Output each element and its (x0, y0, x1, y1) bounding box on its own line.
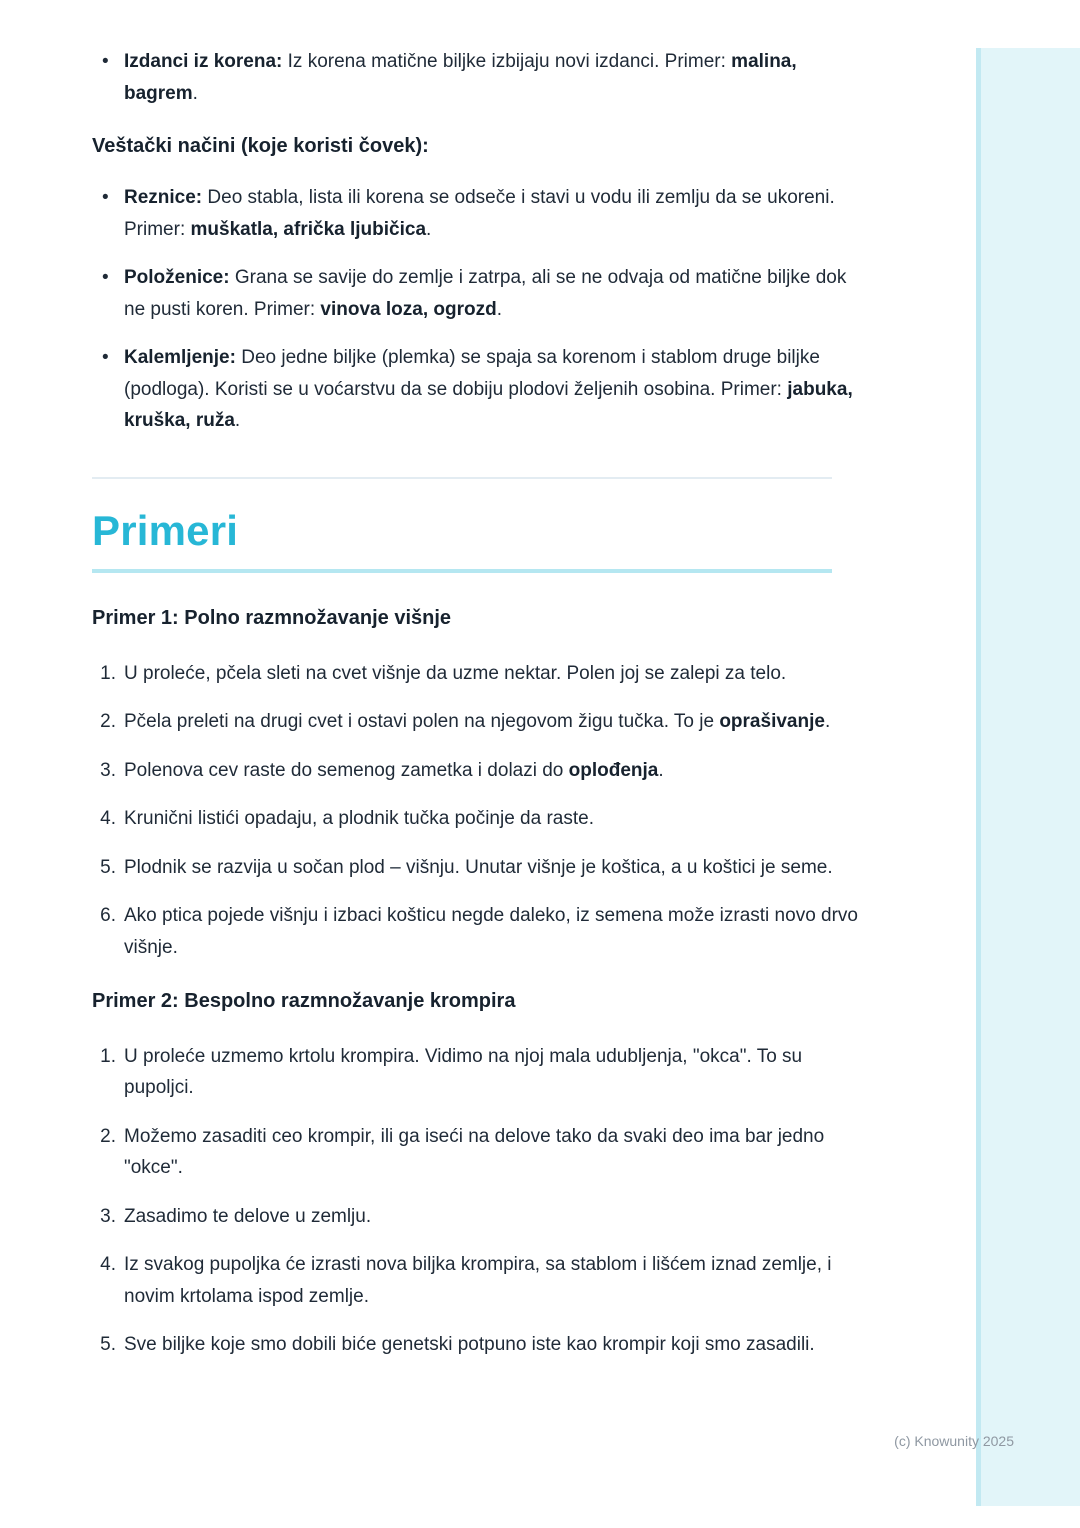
primer2-steps (92, 1041, 860, 1361)
primer2-heading: Primer 2: Bespolno razmnožavanje krompira (92, 989, 516, 1012)
section-divider (92, 477, 832, 479)
list-item: Iz svakog pupoljka će izrasti nova biljka krompira, sa stablom i lišćem iznad zemlje, i novim krtolama ispod zemlje. (124, 1254, 832, 1307)
artificial-methods-list (92, 182, 860, 437)
copyright-notice: (c) Knowunity 2025 (894, 1433, 1014, 1449)
list-item: Krunični listići opadaju, a plodnik tučka počinje da raste. (124, 808, 594, 830)
list-item: Plodnik se razvija u sočan plod – višnju. Unutar višnje je koštica, a u koštici je seme. (124, 856, 833, 878)
primer1-steps (92, 658, 860, 964)
list-item: U proleće uzmemo krtolu krompira. Vidimo na njoj mala udubljenja, "okca". To su pupoljci. (124, 1045, 803, 1099)
list-item: Zasadimo te delove u zemlju. (124, 1205, 372, 1227)
artificial-methods-heading: Veštački načini (koje koristi čovek): (92, 135, 429, 158)
list-item: Polenova cev raste do semenog zametka i dolazi do oplođenja. (124, 759, 664, 781)
natural-methods-list (92, 46, 860, 109)
list-item: • Položenice: Grana se savije do zemlje i zatrpa, ali se ne odvaja od matične biljke dok ne pusti koren. Primer: vinova loza, ogrozd. (92, 262, 860, 325)
list-item: Pčela preleti na drugi cvet i ostavi polen na njegovom žigu tučka. To je oprašivanje. (124, 711, 831, 733)
list-item: Možemo zasaditi ceo krompir, ili ga iseći na delove tako da svaki deo ima bar jedno "okce". (124, 1125, 825, 1179)
primeri-title: Primeri (92, 506, 239, 554)
list-item: • Reznice: Deo stabla, lista ili korena se odseče i stavi u vodu ili zemlju da se ukoreni. Primer: muškatla, afrička ljubičica. (92, 182, 860, 245)
list-item: Ako ptica pojede višnju i izbaci košticu negde daleko, iz semena može izrasti novo drvo višnje. (124, 905, 858, 958)
primer1-heading: Primer 1: Polno razmnožavanje višnje (92, 606, 452, 629)
list-item: • Kalemljenje: Deo jedne biljke (plemka) se spaja sa korenom i stablom druge biljke (podloga). Koristi se u voćarstvu da se dobiju plodovi željenih osobina. Primer: jabuka, kruška, ruža. (92, 342, 860, 437)
primeri-title-underline (92, 569, 832, 573)
list-item: Sve biljke koje smo dobili biće genetski potpuno iste kao krompir koji smo zasadili. (124, 1334, 815, 1356)
list-item: • Izdanci iz korena: Iz korena matične biljke izbijaju novi izdanci. Primer: malina, bagrem. (92, 46, 860, 109)
list-item: U proleće, pčela sleti na cvet višnje da uzme nektar. Polen joj se zalepi za telo. (124, 662, 787, 684)
page-side-stripe (976, 48, 1080, 1506)
